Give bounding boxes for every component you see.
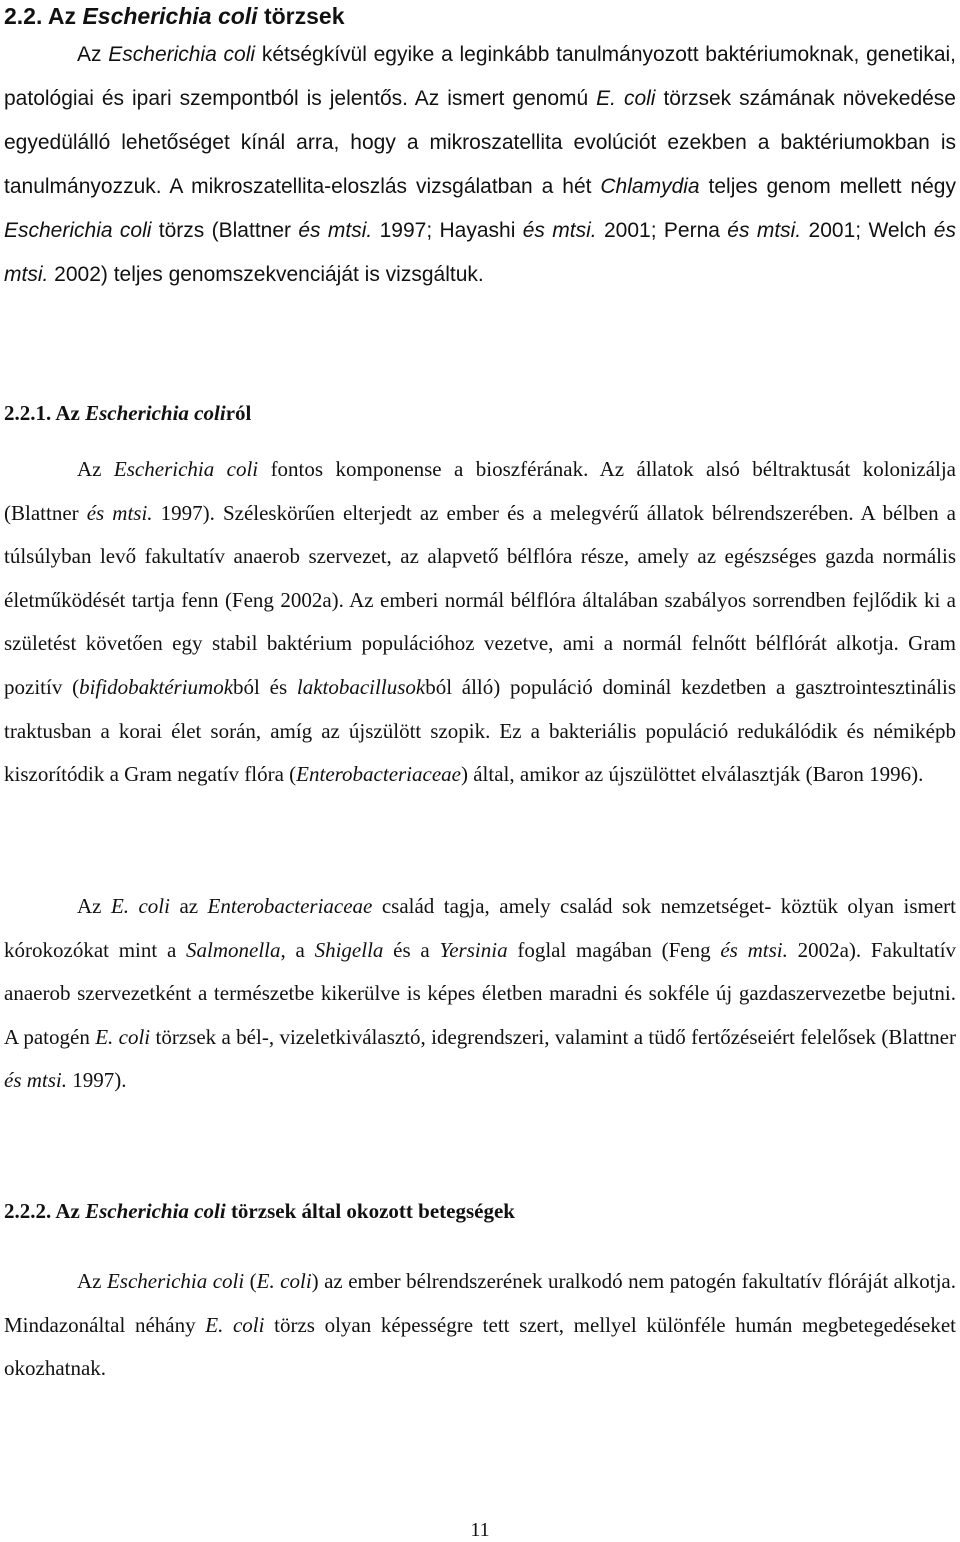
subsection-heading-2: 2.2.2. Az Escherichia coli törzsek által okozott betegségek bbox=[4, 1199, 515, 1223]
subsection-1-paragraph-1: Az Escherichia coli fontos komponense a bioszférának. Az állatok alsó béltraktusát kolonizálja (Blattner és mtsi. 1997). Széleskörűen elterjedt az ember és a melegvérű állatok bélrendszerében. A bélben a túlsúlyban levő fakultatív anaerob szervezet, az alapvető bélflóra része, amely az egészséges gazda normális életműködését tartja fenn (Feng 2002a). Az emberi normál bélflóra általában szabályos sorrendben fejlődik ki a születést követően egy stabil baktérium populációhoz vezetve, ami a normál felnőtt bélflórát alkotja. Gram pozitív (bifidobaktériumokból és laktobacillusokból álló) populáció dominál kezdetben a gasztrointesztinális traktusban a korai élet során, amíg az újszülött szopik. Ez a bakteriális populáció redukálódik és némiképb kiszorítódik a Gram negatív flóra (Enterobacteriaceae) által, amikor az újszülöttet elválasztják (Baron 1996). bbox=[4, 457, 957, 787]
section-heading: 2.2. Az Escherichia coli törzsek bbox=[4, 3, 345, 29]
subsection-heading-1: 2.2.1. Az Escherichia coliról bbox=[4, 401, 252, 425]
section-number: 2.2. bbox=[4, 3, 43, 29]
subsection-1-paragraph-2: Az E. coli az Enterobacteriaceae család tagja, amely család sok nemzetséget- köztük olyan ismert kórokozókat mint a Salmonella, a Shigella és a Yersinia foglal magában (Feng és mtsi. 2002a). Fakultatív anaerob szervezetként a természetbe kikerülve is képes életben maradni és sokféle új gazdaszervezetbe bejutni. A patogén E. coli törzsek a bél-, vizeletkiválasztó, idegrendszeri, valamint a tüdő fertőzéseiért felelősek (Blattner és mtsi. 1997). bbox=[4, 894, 957, 1093]
intro-paragraph: Az Escherichia coli kétségkívül egyike a leginkább tanulmányozott baktériumoknak, genetikai, patológiai és ipari szempontból is jelentős. Az ismert genomú E. coli törzsek számának növekedése egyedülálló lehetőséget kínál arra, hogy a mikroszatellita evolúciót ezekben a baktériumokban is tanulmányozzuk. A mikroszatellita-eloszlás vizsgálatban a hét Chlamydia teljes genom mellett négy Escherichia coli törzs (Blattner és mtsi. 1997; Hayashi és mtsi. 2001; Perna és mtsi. 2001; Welch és mtsi. 2002) teljes genomszekvenciáját is vizsgáltuk. bbox=[4, 43, 956, 286]
page-number: 11 bbox=[470, 1519, 490, 1541]
subsection-2-paragraph-1: Az Escherichia coli (E. coli) az ember bélrendszerének uralkodó nem patogén fakultatív flóráját alkotja. Mindazonáltal néhány E. coli törzs olyan képességre tett szert, mellyel különféle humán megbetegedéseket okozhatnak. bbox=[4, 1269, 956, 1381]
